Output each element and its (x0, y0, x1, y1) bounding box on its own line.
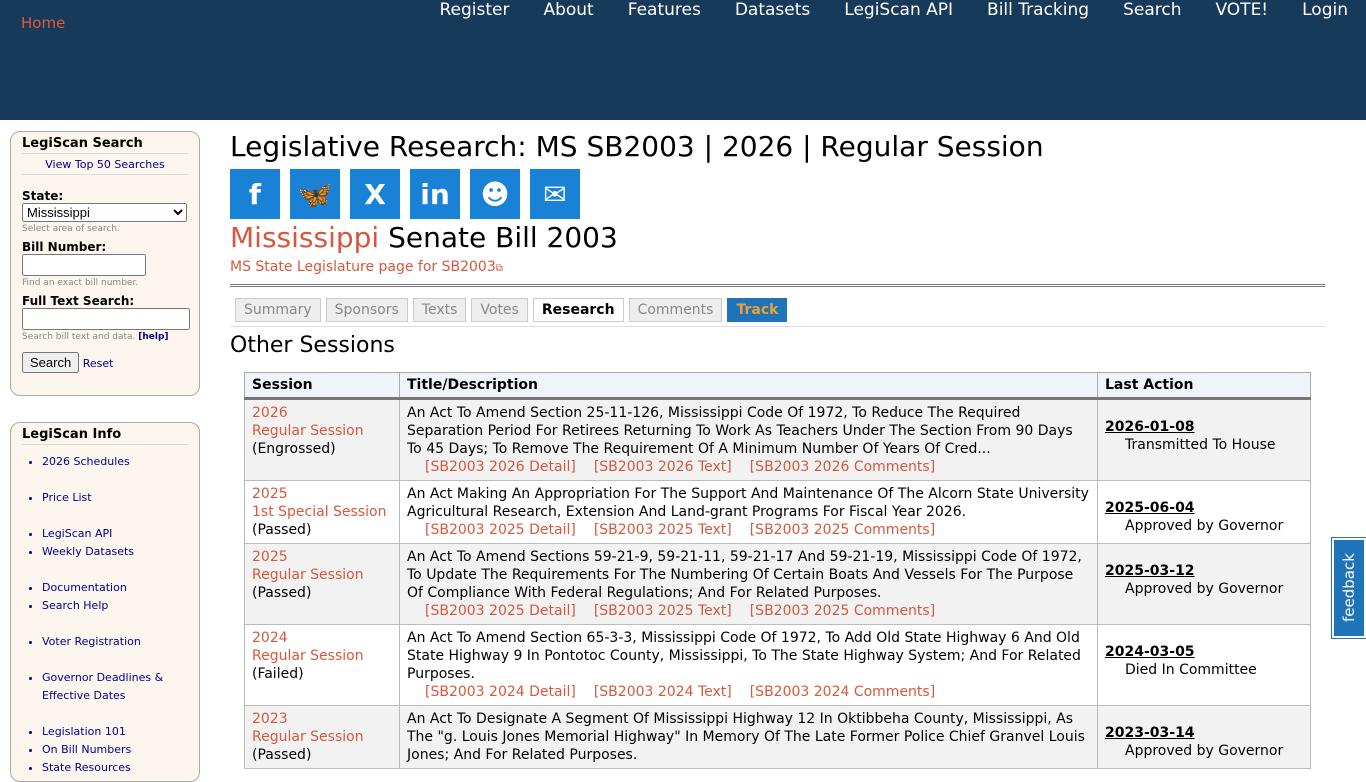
session-link[interactable]: [SB2003 2025 Text] (593, 603, 732, 619)
session-link[interactable]: [SB2003 2025 Text] (593, 522, 732, 538)
info-link[interactable]: • Legislation 101 (42, 723, 188, 741)
info-link[interactable]: • LegiScan API (42, 525, 188, 543)
col-title: Title/Description (400, 373, 1098, 399)
session-year-link[interactable]: 2023 (252, 711, 288, 727)
state-name[interactable]: Mississippi (230, 221, 380, 254)
session-row (245, 706, 1311, 769)
session-name-link[interactable]: Regular Session (252, 423, 364, 439)
session-link[interactable]: [SB2003 2024 Text] (593, 684, 732, 700)
session-link[interactable]: [SB2003 2025 Detail] (425, 603, 576, 619)
bill-description: An Act Making An Appropriation For The Support And Maintenance Of The Alcorn State University Agricultural Research, Extension And Land-grant Programs For Fiscal Year 2026. (407, 486, 1089, 520)
session-row (245, 625, 1311, 706)
facebook-share-icon[interactable]: f (230, 169, 280, 219)
nav-about[interactable]: About (543, 0, 594, 20)
full-text-input[interactable] (22, 308, 190, 330)
nav-vote-[interactable]: VOTE! (1215, 0, 1269, 20)
home-logo-link[interactable]: Home (21, 14, 66, 32)
session-link[interactable]: [SB2003 2026 Text] (593, 459, 732, 475)
session-row (245, 544, 1311, 625)
session-status: (Passed) (252, 585, 312, 601)
state-label: State: (22, 189, 64, 203)
help-link[interactable]: [help] (138, 332, 169, 342)
session-name-link[interactable]: Regular Session (252, 729, 364, 745)
bill-description: An Act To Amend Section 25-11-126, Mississippi Code Of 1972, To Reduce The Required Separation Period For Retirees Returning To Work As Teachers Under The Section From 90 Days To 45 Days; To Remove The Requirement Of A Minimum Number Of Years Of Cred... (407, 405, 1073, 457)
page-title: Legislative Research: MS SB2003 | 2026 | Regular Session (230, 130, 1044, 163)
session-name-link[interactable]: 1st Special Session (252, 504, 387, 520)
last-action-date[interactable]: 2025-06-04 (1105, 500, 1195, 516)
tab-sponsors[interactable]: Sponsors (326, 298, 408, 322)
divider (230, 284, 1325, 287)
session-link[interactable]: [SB2003 2026 Detail] (425, 459, 576, 475)
last-action-text: Approved by Governor (1125, 518, 1284, 534)
search-panel-title: LegiScan Search (22, 136, 188, 154)
top-nav (439, 0, 1348, 20)
info-panel-title: LegiScan Info (22, 427, 188, 445)
last-action-date[interactable]: 2026-01-08 (1105, 419, 1195, 435)
last-action-date[interactable]: 2025-03-12 (1105, 563, 1195, 579)
session-row (245, 481, 1311, 544)
tab-track[interactable]: Track (727, 298, 787, 322)
last-action-text: Approved by Governor (1125, 743, 1284, 759)
nav-legiscan-api[interactable]: LegiScan API (844, 0, 954, 20)
session-link[interactable]: [SB2003 2025 Comments] (749, 603, 936, 619)
session-status: (Failed) (252, 666, 304, 682)
full-text-hint: Search bill text and data. (22, 332, 136, 342)
bill-hint: Find an exact bill number. (22, 278, 139, 288)
state-hint: Select area of search. (22, 224, 120, 234)
info-link[interactable]: • Documentation (42, 579, 188, 597)
bill-description: An Act To Designate A Segment Of Mississippi Highway 12 In Oktibbeha County, Mississippi, As The "g. Louis Jones Memorial Highway" In Memory Of The Late Former Police Chief Granvel Louis Jones; And For Related Purposes. (407, 711, 1085, 763)
bluesky-share-icon[interactable]: 🦋 (290, 169, 340, 219)
info-link[interactable]: • Voter Registration (42, 633, 188, 651)
tab-votes[interactable]: Votes (471, 298, 527, 322)
col-session: Session (245, 373, 400, 399)
top50-link[interactable]: View Top 50 Searches (45, 158, 165, 171)
legiscan-search-panel (10, 131, 200, 396)
session-link[interactable]: [SB2003 2025 Comments] (749, 522, 936, 538)
info-link[interactable]: • State Resources (42, 759, 188, 777)
session-link[interactable]: [SB2003 2024 Detail] (425, 684, 576, 700)
site-header (0, 0, 1366, 120)
session-link[interactable]: [SB2003 2025 Detail] (425, 522, 576, 538)
col-last-action: Last Action (1098, 373, 1311, 399)
last-action-date[interactable]: 2024-03-05 (1105, 644, 1195, 660)
section-title: Other Sessions (230, 333, 395, 358)
info-link[interactable]: • 2026 Schedules (42, 453, 188, 471)
bill-description: An Act To Amend Section 65-3-3, Mississippi Code Of 1972, To Add Old State Highway 6 And Old State Highway 9 In Pontotoc County, Mississippi, To The State Highway System; And For Related Purposes. (407, 630, 1081, 682)
state-legislature-link[interactable]: MS State Legislature page for SB2003⧉ (230, 259, 503, 275)
session-status: (Passed) (252, 747, 312, 763)
full-text-label: Full Text Search: (22, 294, 135, 308)
feedback-button[interactable]: feedback (1332, 538, 1366, 638)
nav-login[interactable]: Login (1302, 0, 1348, 20)
nav-bill-tracking[interactable]: Bill Tracking (987, 0, 1090, 20)
session-year-link[interactable]: 2026 (252, 405, 288, 421)
bill-description: An Act To Amend Sections 59-21-9, 59-21-11, 59-21-17 And 59-21-19, Mississippi Code Of 1972, To Update The Requirements For The Numbering Of Certain Boats And Vessels For The Purpose Of Compliance With Federal Regulations; And For Related Purposes. (407, 549, 1082, 601)
reddit-share-icon[interactable]: ☻ (470, 169, 520, 219)
tab-texts[interactable]: Texts (413, 298, 467, 322)
bill-tabs (230, 298, 1325, 327)
bill-number-input[interactable] (22, 254, 146, 276)
search-button[interactable]: Search (22, 352, 79, 373)
session-year-link[interactable]: 2024 (252, 630, 288, 646)
info-link[interactable]: • Price List (42, 489, 188, 507)
session-status: (Passed) (252, 522, 312, 538)
session-name-link[interactable]: Regular Session (252, 648, 364, 664)
other-sessions-table (244, 372, 1311, 769)
info-link[interactable]: • Search Help (42, 597, 188, 615)
session-status: (Engrossed) (252, 441, 336, 457)
session-year-link[interactable]: 2025 (252, 486, 288, 502)
info-link[interactable]: • Governor Deadlines & Effective Dates (42, 669, 188, 705)
tab-comments[interactable]: Comments (629, 298, 723, 322)
last-action-date[interactable]: 2023-03-14 (1105, 725, 1195, 741)
main-content (230, 128, 1325, 769)
session-year-link[interactable]: 2025 (252, 549, 288, 565)
social-share-bar (230, 169, 1325, 219)
session-link[interactable]: [SB2003 2026 Comments] (749, 459, 936, 475)
info-link[interactable]: • Weekly Datasets (42, 543, 188, 561)
nav-register[interactable]: Register (439, 0, 510, 20)
bill-name: Senate Bill 2003 (388, 221, 618, 254)
legiscan-info-panel (10, 422, 200, 782)
last-action-text: Transmitted To House (1125, 437, 1276, 453)
last-action-text: Approved by Governor (1125, 581, 1284, 597)
tab-research[interactable]: Research (533, 298, 624, 322)
info-link[interactable]: • On Bill Numbers (42, 741, 188, 759)
reset-link[interactable]: Reset (82, 357, 114, 370)
session-link[interactable]: [SB2003 2024 Comments] (749, 684, 936, 700)
state-select[interactable] (22, 203, 187, 222)
nav-features[interactable]: Features (627, 0, 701, 20)
session-row (245, 399, 1311, 481)
tab-summary[interactable]: Summary (235, 298, 321, 322)
session-name-link[interactable]: Regular Session (252, 567, 364, 583)
nav-datasets[interactable]: Datasets (734, 0, 811, 20)
bill-number-label: Bill Number: (22, 240, 107, 254)
x-share-icon[interactable]: X (350, 169, 400, 219)
email-share-icon[interactable]: ✉ (530, 169, 580, 219)
nav-search[interactable]: Search (1123, 0, 1182, 20)
linkedin-share-icon[interactable]: in (410, 169, 460, 219)
bill-heading (230, 221, 1325, 254)
external-link-icon: ⧉ (495, 263, 503, 274)
last-action-text: Died In Committee (1125, 662, 1257, 678)
